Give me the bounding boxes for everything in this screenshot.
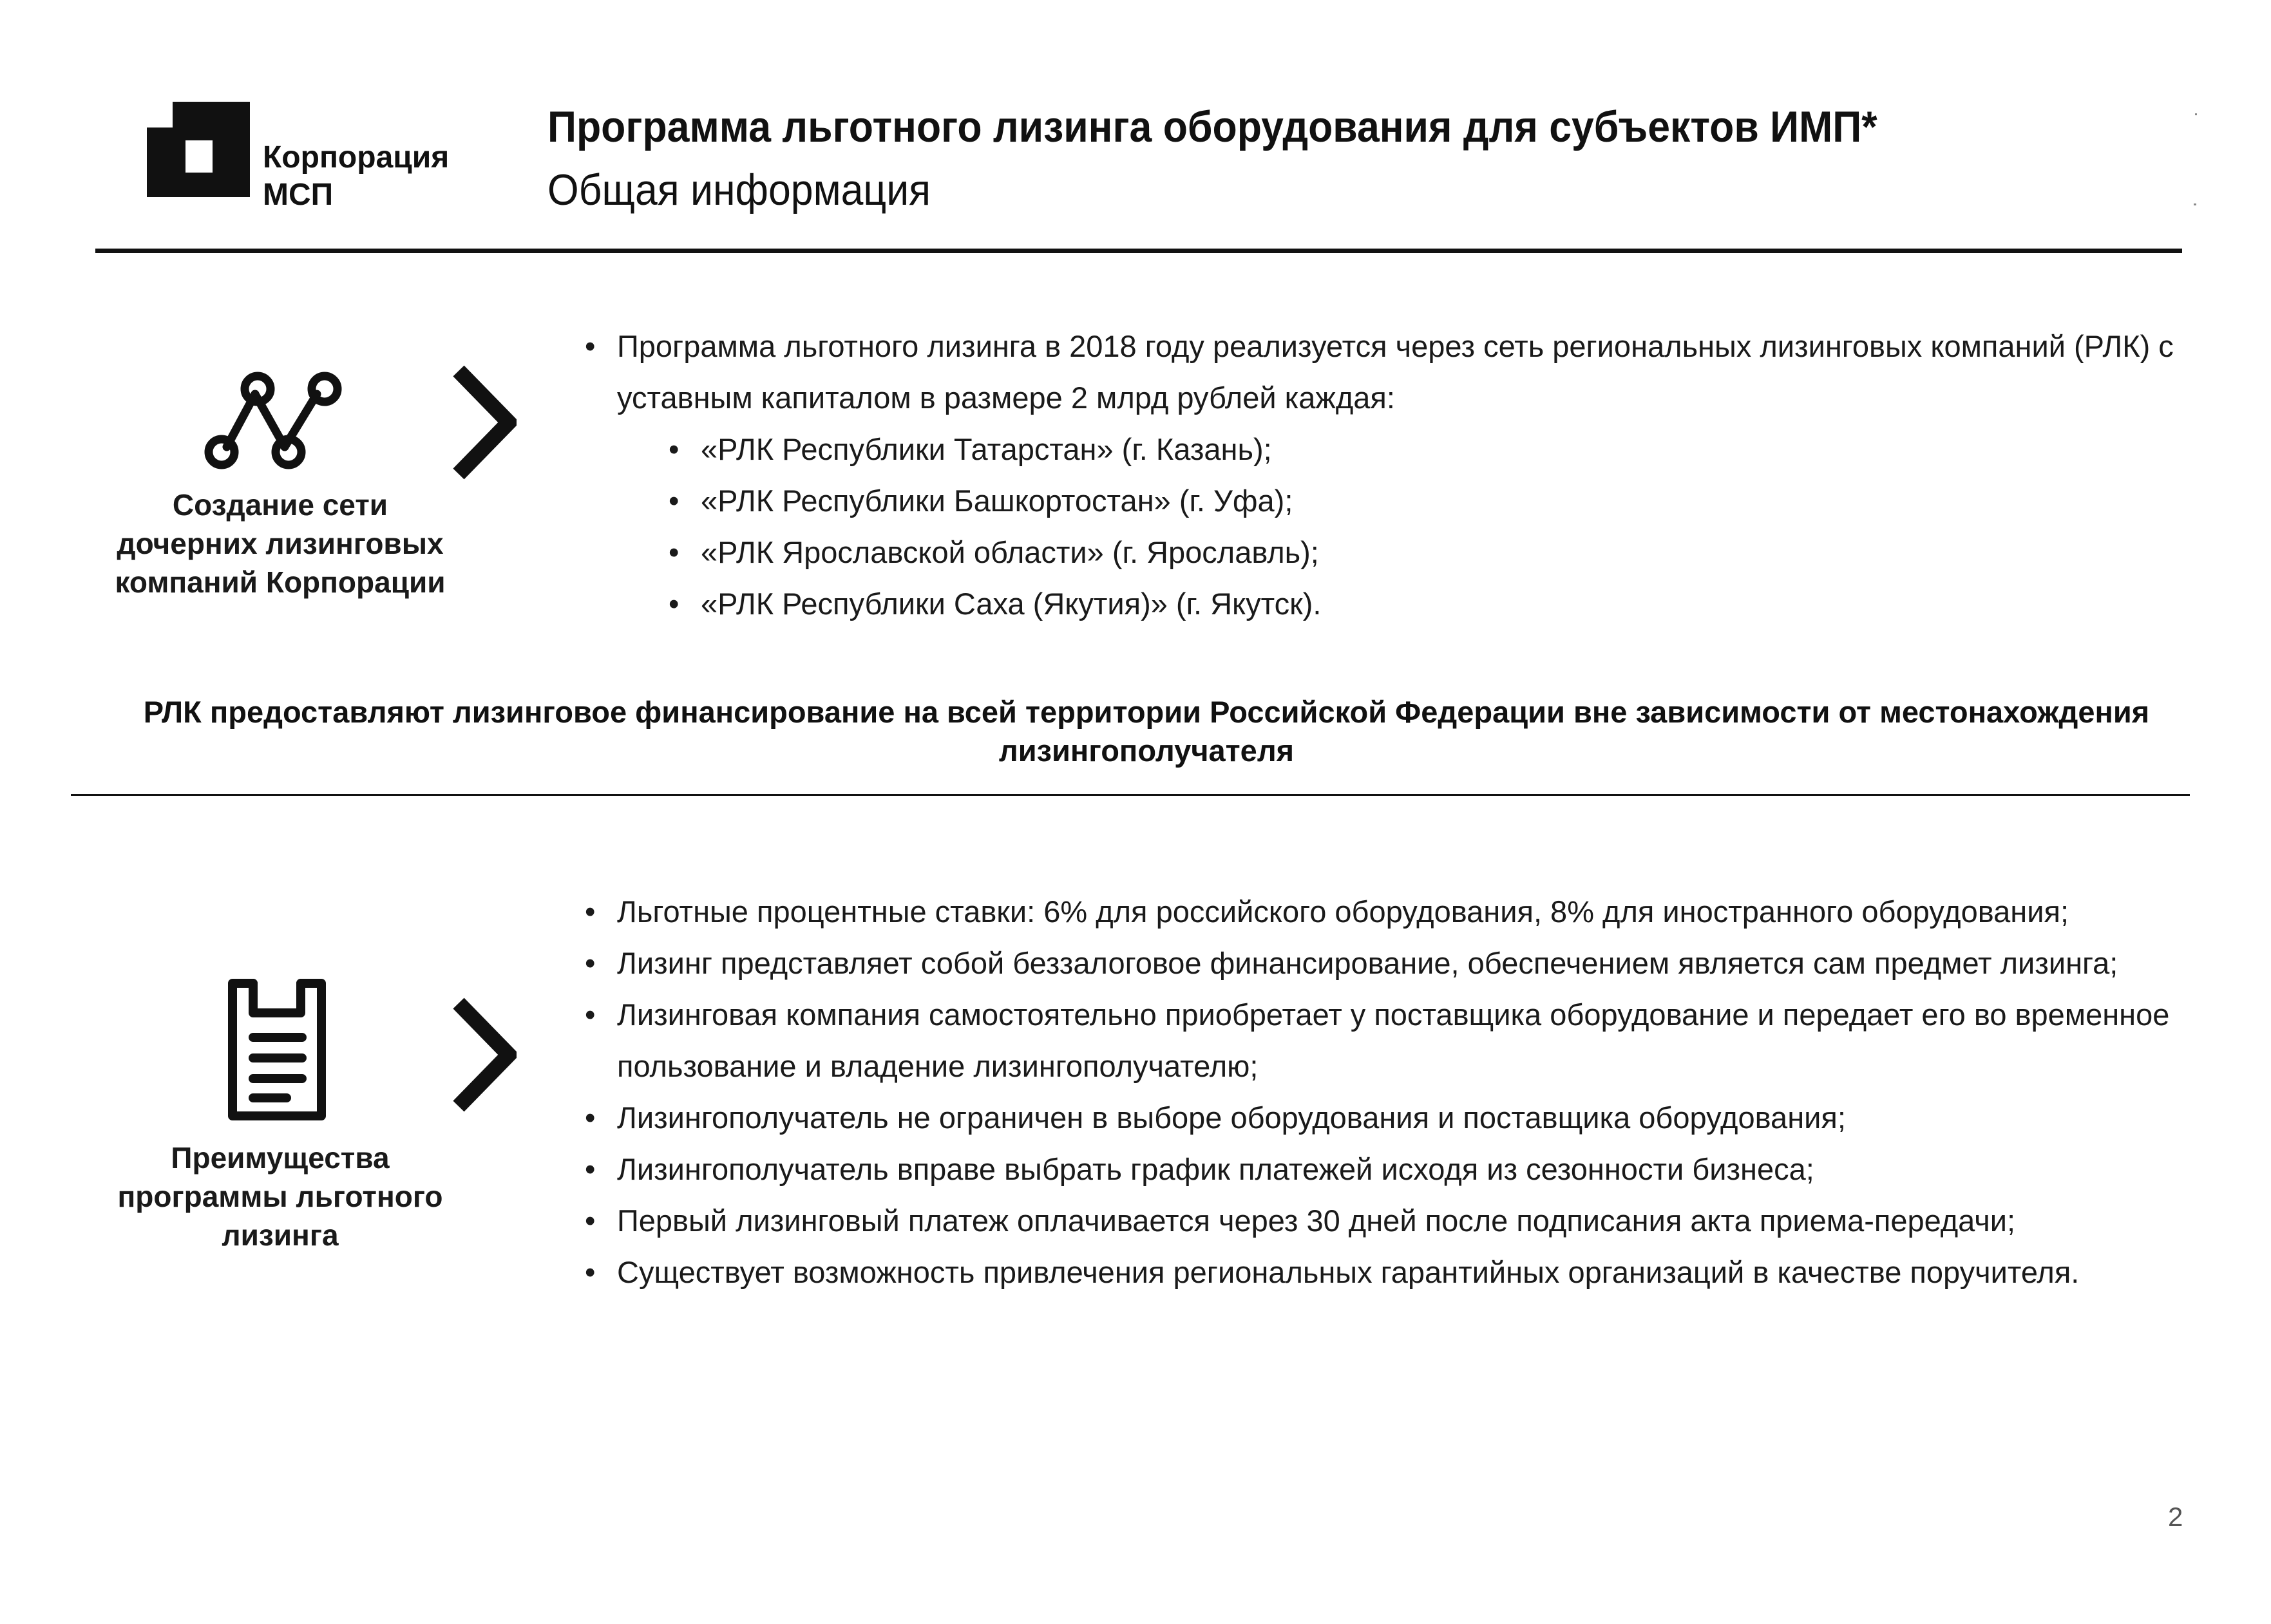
scan-speck [2194,203,2196,205]
page-title: Программа льготного лизинга оборудования для субъектов ИМП* [547,102,1877,151]
section-label-benefits [97,1138,464,1254]
list-subitem: • «РЛК Ярославской области» (г. Ярославль); [585,527,2195,578]
list-item: • Лизинговая компания самостоятельно приобретает у поставщика оборудование и передает его во временное пользование и владение лизингополучателю; [585,989,2208,1092]
list-item: • Программа льготного лизинга в 2018 году реализуется через сеть региональных лизинговых компаний (РЛК) с уставным капиталом в размере 2 млрд рублей каждая: [585,321,2195,424]
list-item: • Лизинг представляет собой беззалоговое финансирование, обеспечением является сам предмет лизинга; [585,938,2208,989]
list-subitem: • «РЛК Республики Саха (Якутия)» (г. Якутск). [585,578,2195,630]
territory-note [97,693,2196,770]
header-divider [95,249,2182,253]
section-label-line: дочерних лизинговых [117,527,444,560]
logo-wordmark [263,139,449,214]
list-item: • Существует возможность привлечения региональных гарантийных организаций в качестве поручителя. [585,1247,2208,1298]
list-item: • Первый лизинговый платеж оплачивается через 30 дней после подписания акта приема-передачи; [585,1195,2208,1247]
page-number: 2 [2168,1502,2183,1532]
chevron-right-icon [452,997,517,1113]
list-item: • Лизингополучатель не ограничен в выборе оборудования и поставщика оборудования; [585,1092,2208,1144]
network-list [585,321,2195,630]
scan-speck [2195,113,2197,115]
list-item: • Льготные процентные ставки: 6% для российского оборудования, 8% для иностранного оборудования; [585,886,2208,938]
logo-line-1: Корпорация [263,140,450,175]
section-label-line: лизинга [222,1218,339,1252]
page-subtitle: Общая информация [547,165,931,214]
section-divider [71,794,2190,796]
network-nodes-icon [200,362,354,471]
section-label-line: Создание сети [172,488,388,522]
list-subitem: • «РЛК Республики Татарстан» (г. Казань); [585,424,2195,475]
faded-footnote [103,1516,1675,1525]
chevron-right-icon [452,364,517,480]
benefits-list [585,886,2208,1298]
note-line: лизингополучателя [998,733,1295,768]
list-subitem: • «РЛК Республики Башкортостан» (г. Уфа); [585,475,2195,527]
note-line: РЛК предоставляют лизинговое финансирование на всей территории Российской Федерации вне зависимости от местонахождения [143,695,2150,729]
corporation-logo-icon [147,102,250,197]
section-label-line: Преимущества [171,1141,390,1175]
section-label-network [97,486,464,601]
list-item: • Лизингополучатель вправе выбрать график платежей исходя из сезонности бизнеса; [585,1144,2208,1195]
section-label-line: компаний Корпорации [115,565,446,599]
clipboard-document-icon [222,976,332,1124]
logo-line-2: МСП [263,178,334,212]
section-label-line: программы льготного [117,1180,443,1213]
